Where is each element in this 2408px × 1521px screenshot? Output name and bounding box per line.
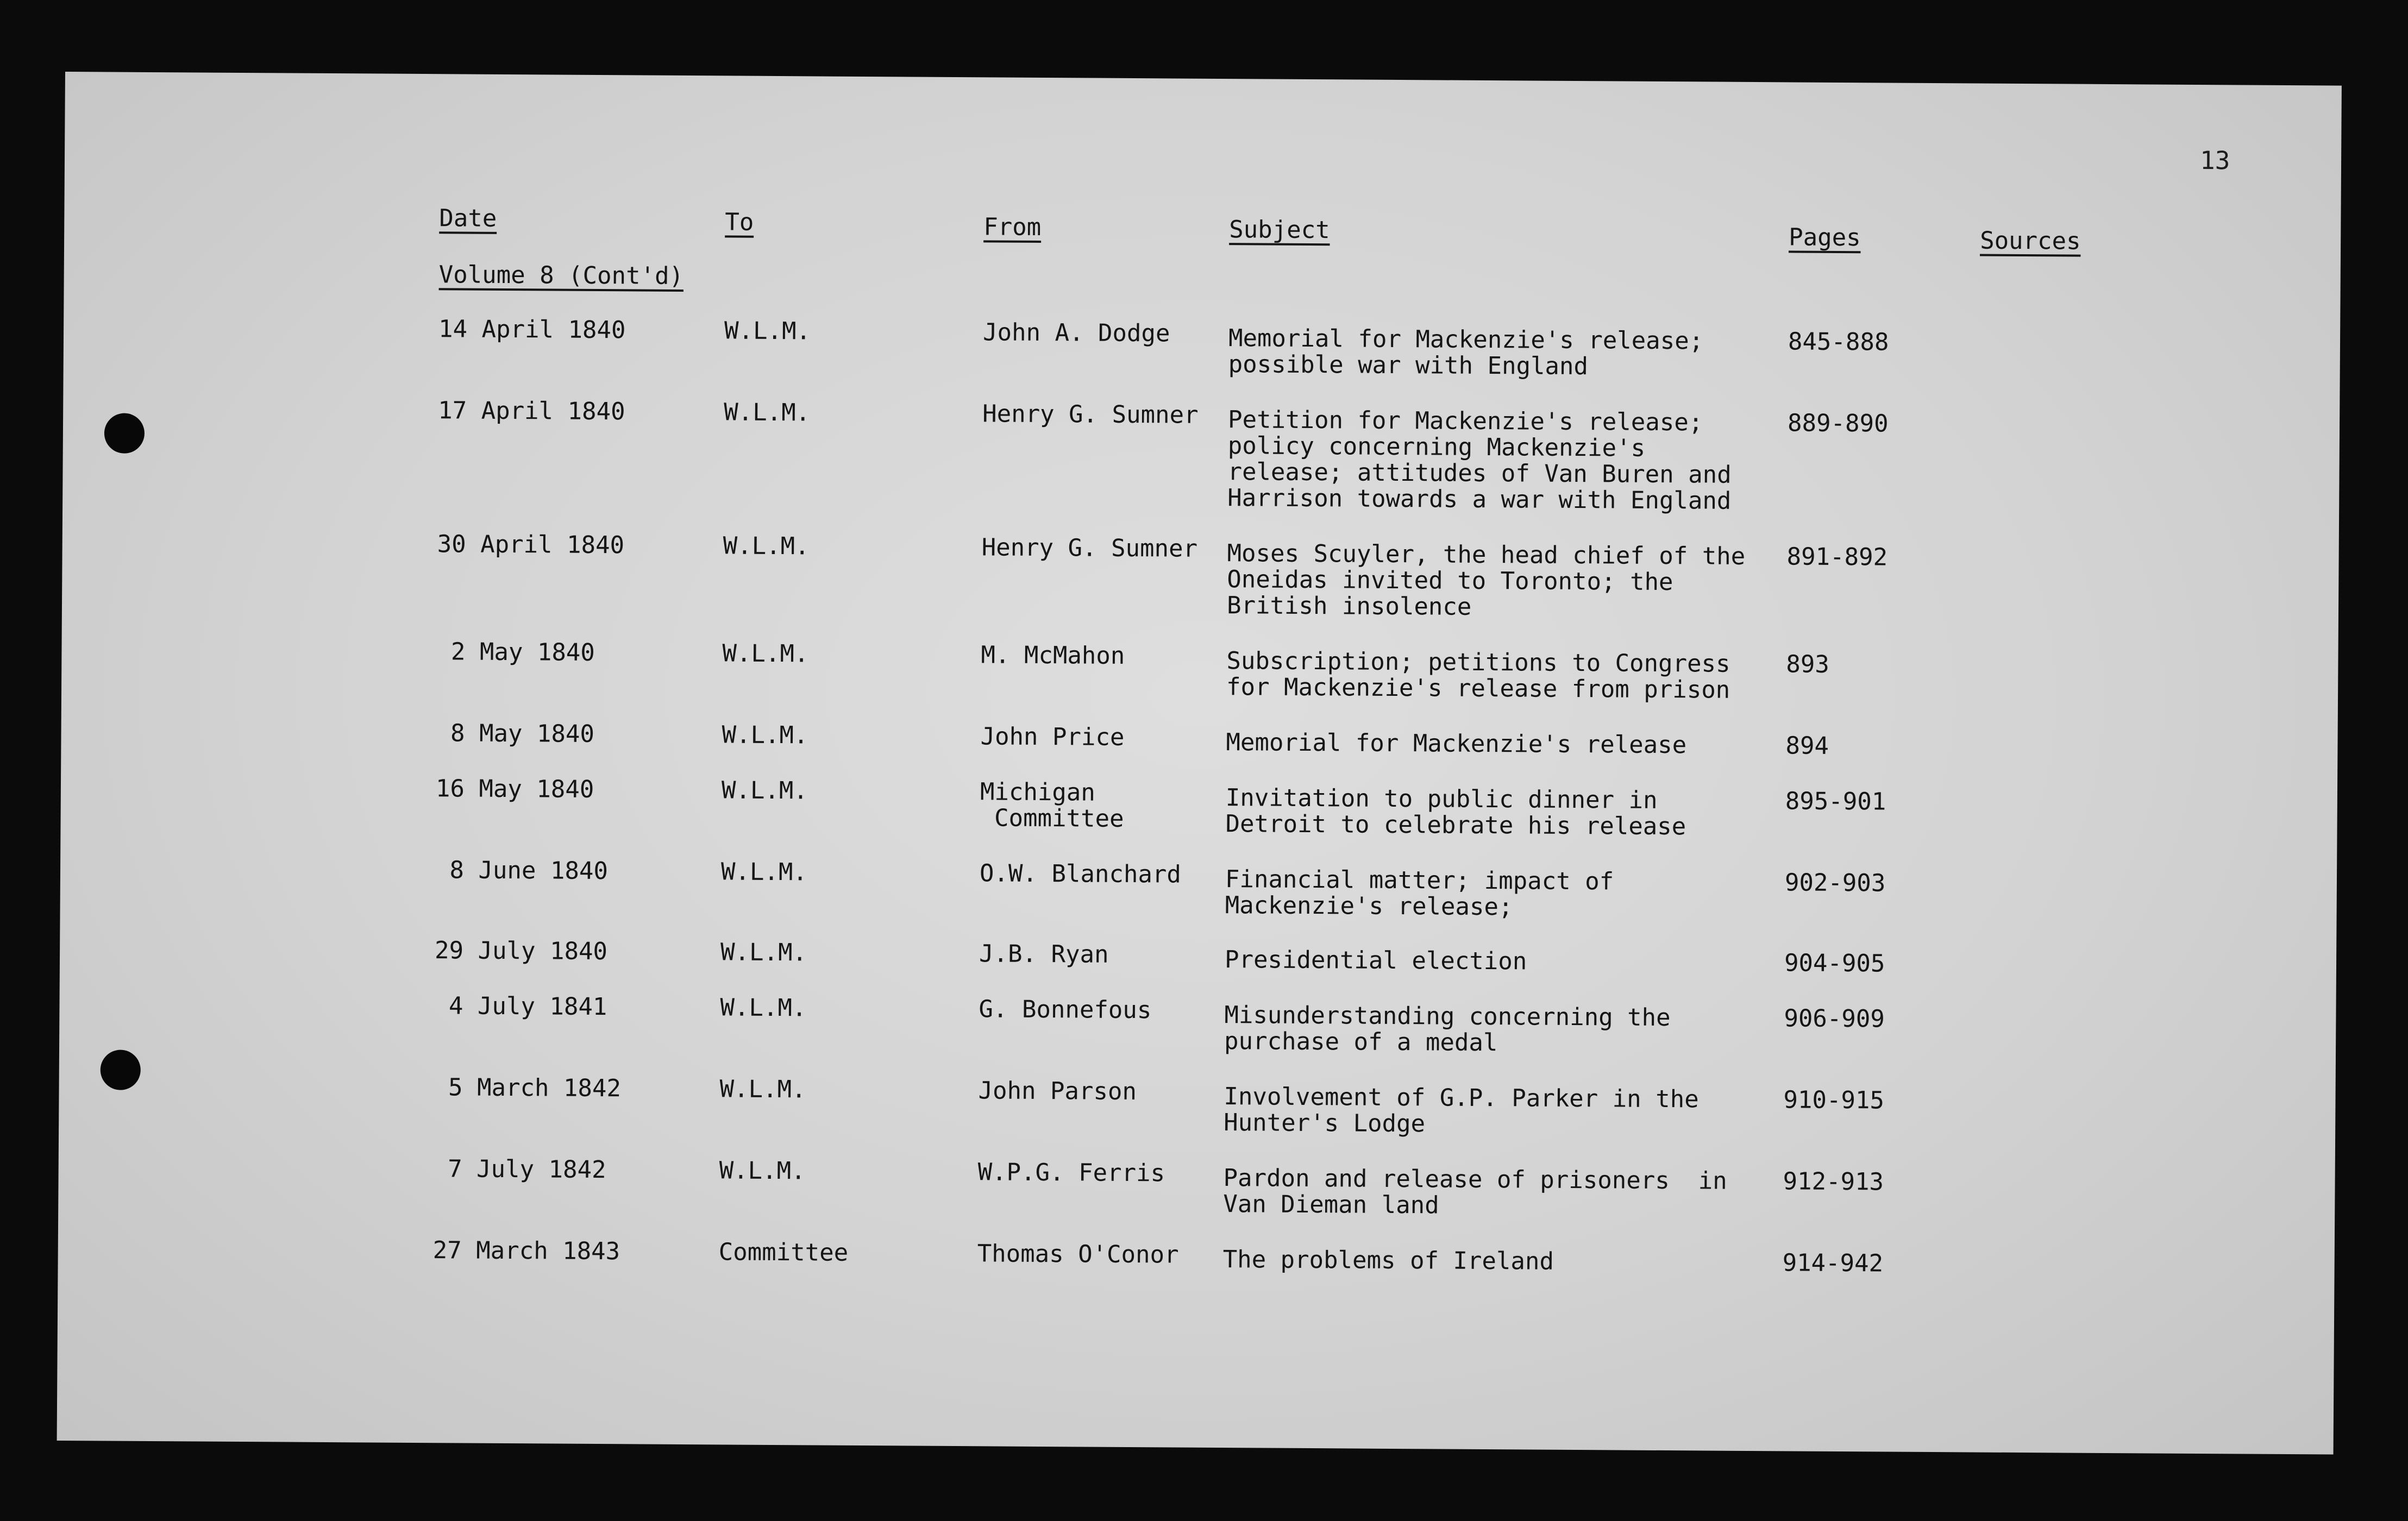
row-3-subject: Moses Scuyler, the head chief of the Oneidas invited to Toronto; the British insolence bbox=[1226, 539, 1746, 621]
row-12-pages: 914-942 bbox=[1782, 1249, 1884, 1278]
row-2-from: Henry G. Sumner bbox=[982, 400, 1199, 429]
header-to: To bbox=[725, 208, 754, 236]
row-5-to: W.L.M. bbox=[722, 721, 808, 750]
row-4-date: 2 May 1840 bbox=[436, 638, 595, 667]
row-11-subject: Pardon and release of prisoners in Van Dieman land bbox=[1223, 1164, 1727, 1220]
document-page bbox=[57, 72, 2342, 1455]
row-12-subject: The problems of Ireland bbox=[1222, 1246, 1554, 1275]
binder-hole-bottom bbox=[101, 1049, 141, 1090]
row-8-pages: 904-905 bbox=[1784, 949, 1885, 978]
row-2-to: W.L.M. bbox=[724, 398, 811, 427]
row-6-from: Michigan Committee bbox=[980, 778, 1124, 833]
header-pages: Pages bbox=[1789, 223, 1861, 252]
row-10-from: John Parson bbox=[978, 1077, 1137, 1106]
row-8-from: J.B. Ryan bbox=[979, 940, 1109, 969]
row-4-pages: 893 bbox=[1786, 650, 1830, 678]
row-9-pages: 906-909 bbox=[1784, 1004, 1885, 1033]
row-3-from: Henry G. Sumner bbox=[981, 533, 1198, 563]
row-6-subject: Invitation to public dinner in Detroit to celebrate his release bbox=[1225, 784, 1686, 841]
row-9-subject: Misunderstanding concerning the purchase of a medal bbox=[1224, 1001, 1671, 1057]
row-10-subject: Involvement of G.P. Parker in the Hunter's Lodge bbox=[1224, 1083, 1699, 1138]
row-11-to: W.L.M. bbox=[719, 1157, 806, 1185]
row-9-to: W.L.M. bbox=[720, 994, 807, 1022]
row-8-subject: Presidential election bbox=[1224, 946, 1527, 976]
row-8-to: W.L.M. bbox=[720, 938, 807, 967]
row-4-from: M. McMahon bbox=[981, 641, 1125, 670]
row-2-subject: Petition for Mackenzie's release; policy concerning Mackenzie's release; attitudes of Van Buren and Harrison towards a war with England bbox=[1227, 406, 1732, 515]
row-10-date: 5 March 1842 bbox=[434, 1073, 622, 1103]
section-title: Volume 8 (Cont'd) bbox=[438, 261, 684, 290]
row-9-from: G. Bonnefous bbox=[979, 995, 1152, 1025]
row-7-to: W.L.M. bbox=[720, 858, 808, 887]
row-4-to: W.L.M. bbox=[722, 639, 809, 668]
row-7-date: 8 June 1840 bbox=[435, 856, 609, 885]
row-5-date: 8 May 1840 bbox=[436, 719, 595, 748]
row-5-pages: 894 bbox=[1785, 732, 1829, 760]
row-8-date: 29 July 1840 bbox=[434, 937, 608, 966]
header-from: From bbox=[983, 213, 1042, 241]
binder-hole-top bbox=[104, 413, 145, 453]
row-10-pages: 910-915 bbox=[1783, 1086, 1885, 1115]
row-6-pages: 895-901 bbox=[1785, 787, 1886, 816]
row-7-from: O.W. Blanchard bbox=[979, 859, 1182, 889]
row-3-to: W.L.M. bbox=[723, 532, 810, 561]
row-7-pages: 902-903 bbox=[1784, 869, 1886, 897]
page-number: 13 bbox=[2199, 146, 2230, 175]
row-2-pages: 889-890 bbox=[1787, 409, 1889, 438]
row-4-subject: Subscription; petitions to Congress for Mackenzie's release from prison bbox=[1226, 647, 1730, 704]
row-7-subject: Financial matter; impact of Mackenzie's release; bbox=[1225, 865, 1614, 921]
row-11-pages: 912-913 bbox=[1783, 1167, 1884, 1196]
row-10-to: W.L.M. bbox=[719, 1075, 806, 1104]
row-1-pages: 845-888 bbox=[1788, 328, 1889, 356]
header-date: Date bbox=[439, 204, 497, 232]
row-1-date: 14 April 1840 bbox=[438, 315, 626, 344]
row-3-date: 30 April 1840 bbox=[437, 530, 625, 560]
row-2-date: 17 April 1840 bbox=[438, 397, 625, 426]
row-11-date: 7 July 1842 bbox=[433, 1155, 606, 1184]
header-sources: Sources bbox=[1980, 227, 2081, 255]
row-11-from: W.P.G. Ferris bbox=[977, 1158, 1165, 1187]
row-1-to: W.L.M. bbox=[724, 317, 811, 345]
row-12-from: Thomas O'Conor bbox=[977, 1240, 1179, 1269]
row-12-to: Committee bbox=[718, 1238, 849, 1267]
row-6-to: W.L.M. bbox=[721, 776, 808, 805]
row-3-pages: 891-892 bbox=[1786, 543, 1888, 571]
row-1-from: John A. Dodge bbox=[982, 318, 1170, 348]
row-12-date: 27 March 1843 bbox=[432, 1236, 620, 1266]
row-6-date: 16 May 1840 bbox=[435, 775, 594, 803]
header-subject: Subject bbox=[1229, 216, 1330, 244]
row-5-from: John Price bbox=[980, 722, 1125, 751]
row-1-subject: Memorial for Mackenzie's release; possible war with England bbox=[1228, 324, 1704, 381]
row-9-date: 4 July 1841 bbox=[434, 992, 607, 1021]
row-5-subject: Memorial for Mackenzie's release bbox=[1226, 728, 1687, 759]
